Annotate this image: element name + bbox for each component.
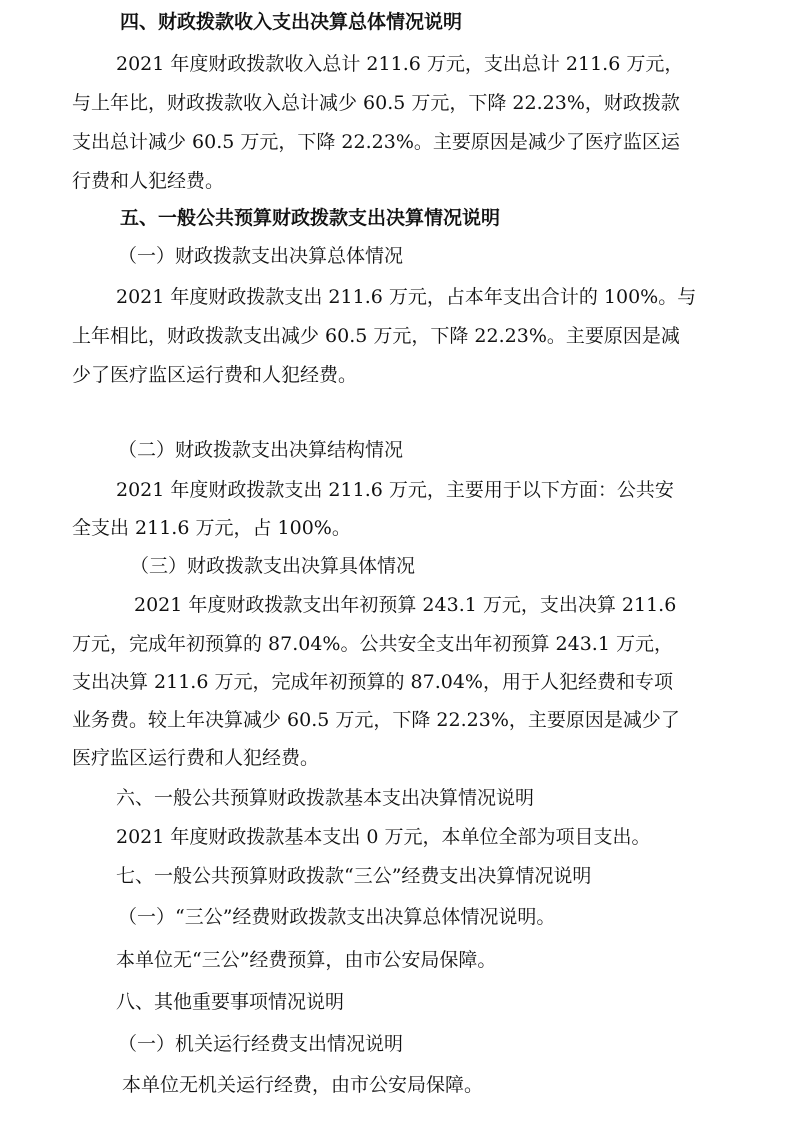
- section-4-para-line-4: 行费和人犯经费。: [72, 170, 225, 192]
- section-5-3-para-line-4: 业务费。较上年决算减少 60.5 万元，下降 22.23%，主要原因是减少了: [72, 709, 680, 731]
- section-5-3-para-line-1: 2021 年度财政拨款支出年初预算 243.1 万元，支出决算 211.6: [134, 594, 677, 616]
- section-5-3-para-line-2: 万元，完成年初预算的 87.04%。公共安全支出年初预算 243.1 万元，: [72, 633, 673, 655]
- section-5-2-para-line-2: 全支出 211.6 万元，占 100%。: [72, 517, 351, 539]
- section-5-2-para-line-1: 2021 年度财政拨款支出 211.6 万元，主要用于以下方面：公共安: [116, 479, 674, 501]
- section-4-para-line-2: 与上年比，财政拨款收入总计减少 60.5 万元，下降 22.23%，财政拨款: [72, 92, 680, 114]
- section-8-1-heading: （一）机关运行经费支出情况说明: [118, 1033, 404, 1055]
- section-5-1-para-line-2: 上年相比，财政拨款支出减少 60.5 万元，下降 22.23%。主要原因是减: [72, 325, 680, 347]
- section-8-1-para-line-1: 本单位无机关运行经费，由市公安局保障。: [122, 1074, 484, 1096]
- section-8-heading: 八、其他重要事项情况说明: [116, 991, 345, 1013]
- section-5-2-heading: （二）财政拨款支出决算结构情况: [118, 439, 404, 461]
- section-6-heading: 六、一般公共预算财政拨款基本支出决算情况说明: [116, 787, 535, 809]
- section-4-para-line-1: 2021 年度财政拨款收入总计 211.6 万元，支出总计 211.6 万元，: [116, 53, 684, 75]
- section-4-heading: 四、财政拨款收入支出决算总体情况说明: [120, 11, 463, 33]
- section-6-para-line-1: 2021 年度财政拨款基本支出 0 万元，本单位全部为项目支出。: [116, 826, 651, 848]
- section-5-3-para-line-5: 医疗监区运行费和人犯经费。: [72, 747, 320, 769]
- section-7-1-heading: （一）“三公”经费财政拨款支出决算总体情况说明。: [118, 906, 556, 928]
- section-7-heading: 七、一般公共预算财政拨款“三公”经费支出决算情况说明: [116, 865, 592, 887]
- section-5-1-heading: （一）财政拨款支出决算总体情况: [118, 245, 404, 267]
- section-5-1-para-line-3: 少了医疗监区运行费和人犯经费。: [72, 364, 358, 386]
- section-5-3-para-line-3: 支出决算 211.6 万元，完成年初预算的 87.04%，用于人犯经费和专项: [72, 671, 673, 693]
- section-4-para-line-3: 支出总计减少 60.5 万元，下降 22.23%。主要原因是减少了医疗监区运: [72, 131, 680, 153]
- section-5-3-heading: （三）财政拨款支出决算具体情况: [130, 555, 416, 577]
- section-5-heading: 五、一般公共预算财政拨款支出决算情况说明: [120, 207, 501, 229]
- section-7-1-para-line-1: 本单位无“三公”经费预算，由市公安局保障。: [116, 949, 497, 971]
- section-5-1-para-line-1: 2021 年度财政拨款支出 211.6 万元，占本年支出合计的 100%。与: [116, 286, 697, 308]
